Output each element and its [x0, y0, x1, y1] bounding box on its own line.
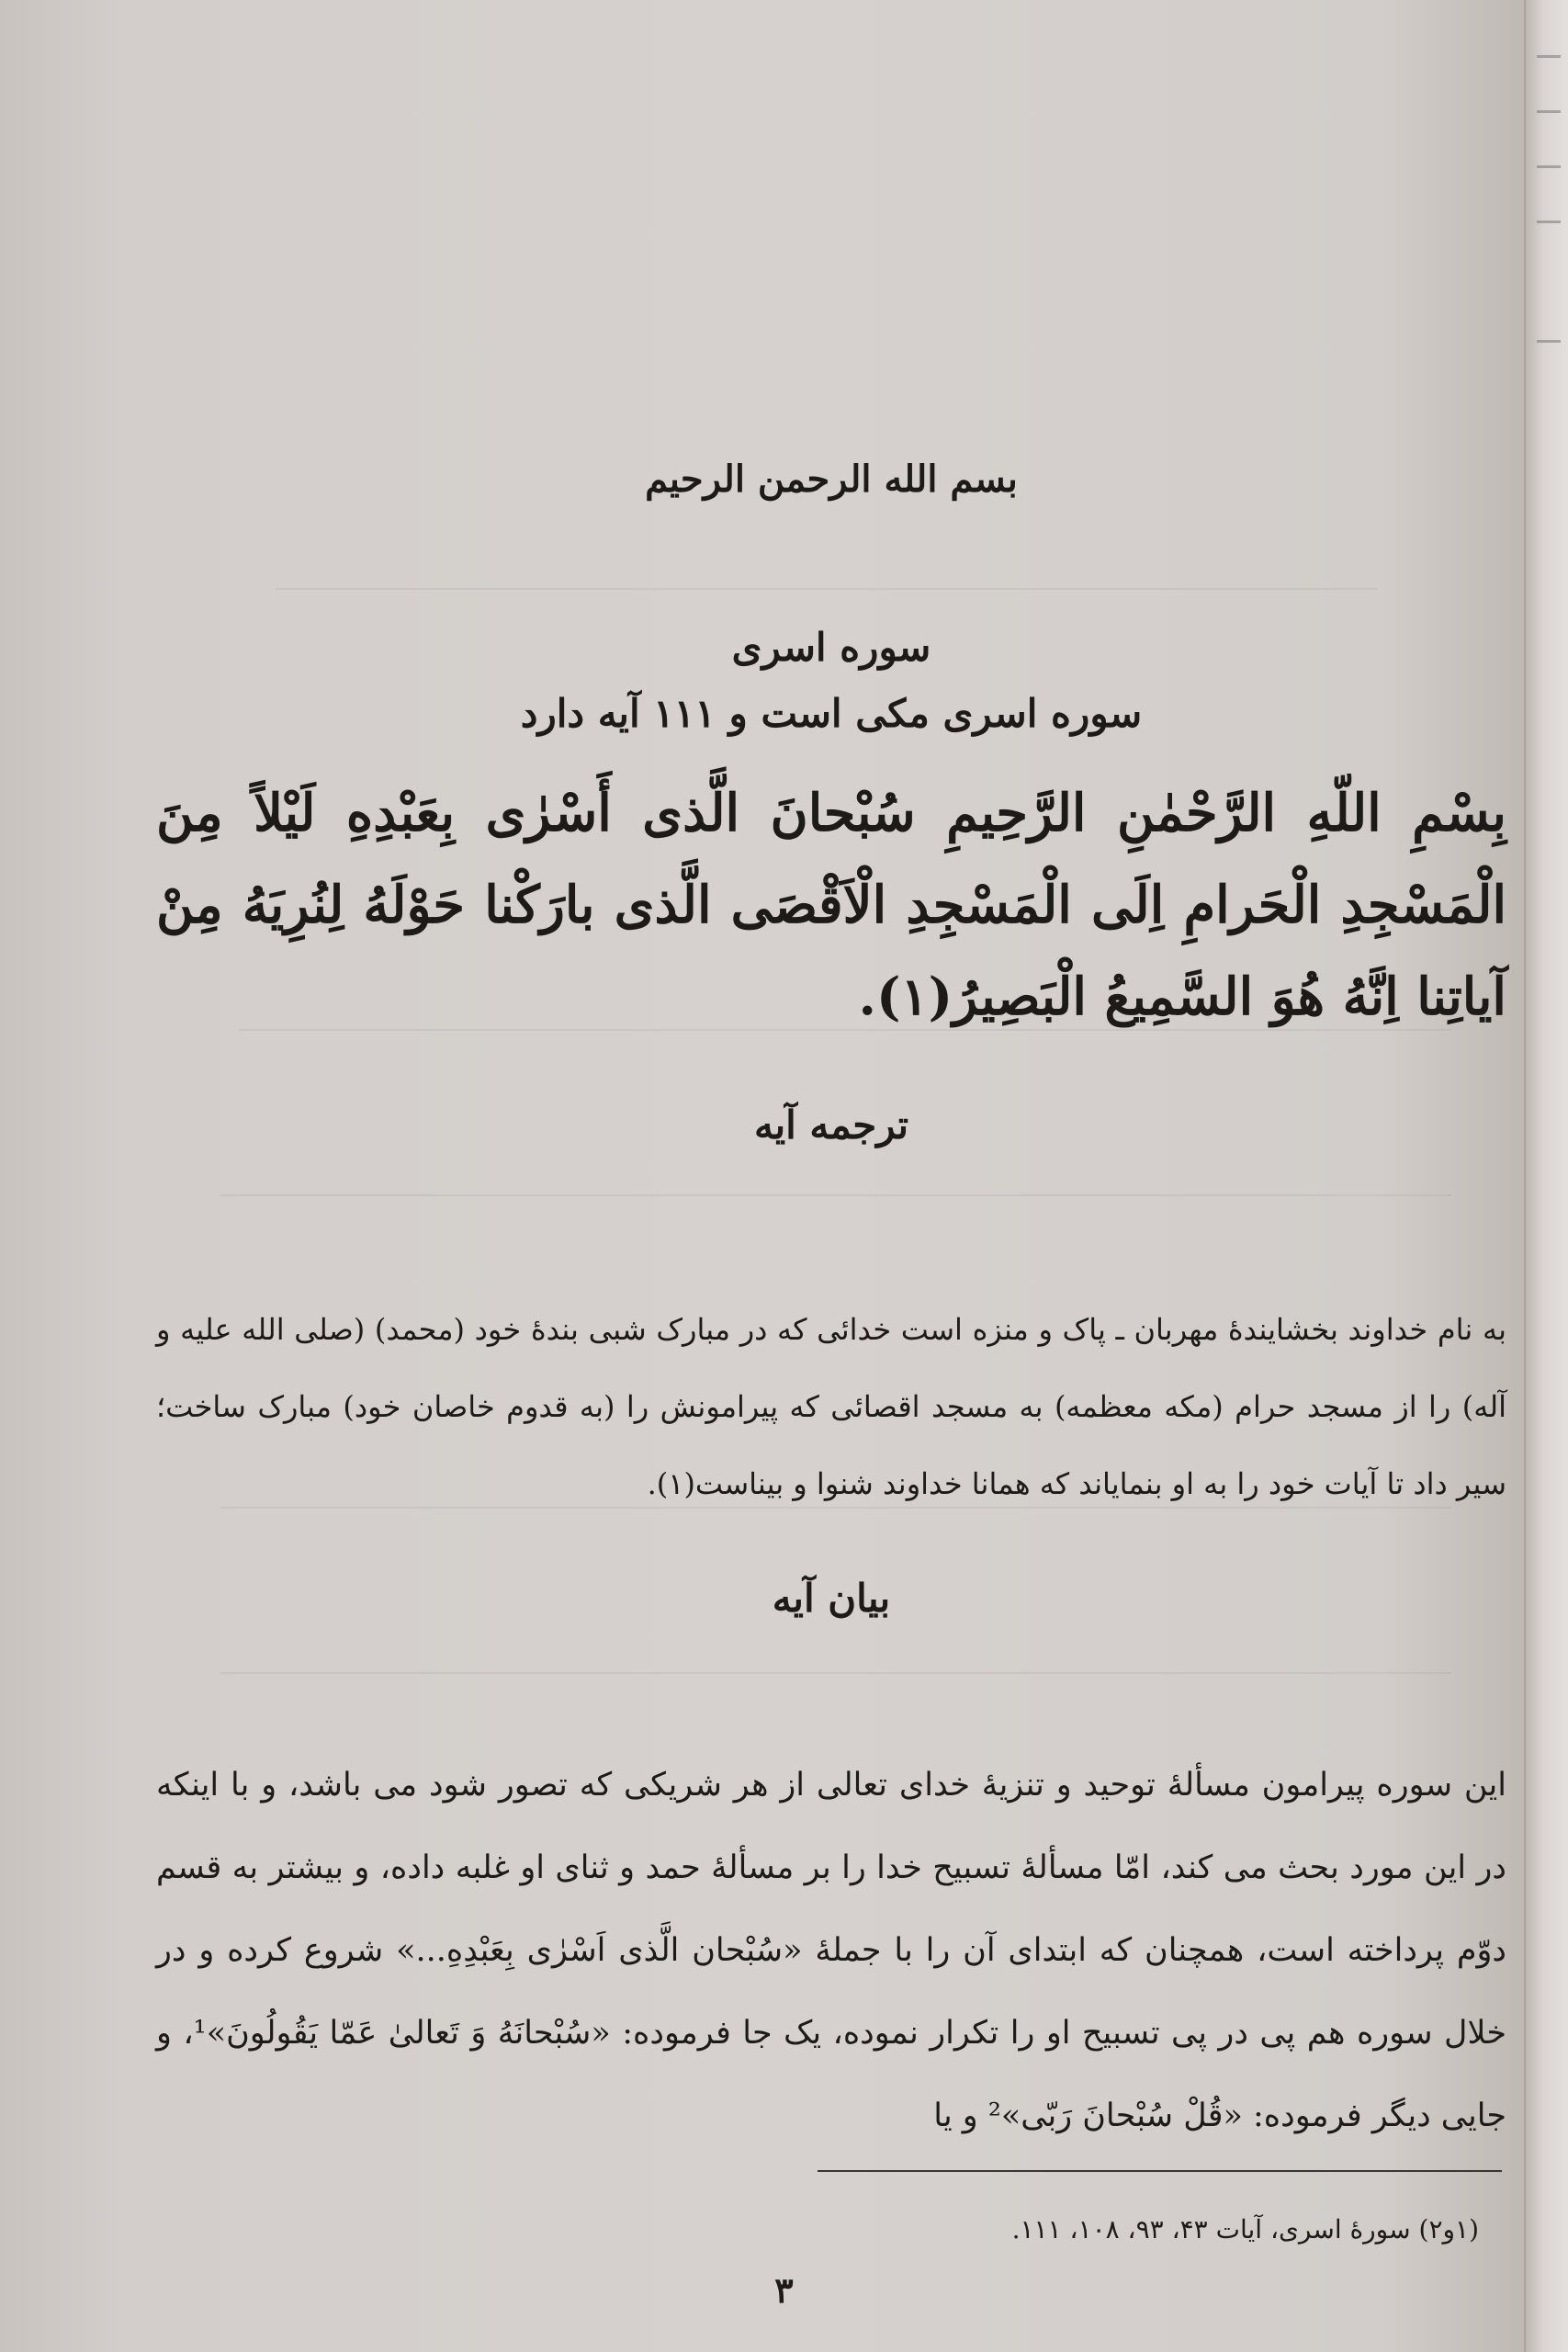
bleed-through-line [276, 588, 1378, 590]
facing-page-mark [1537, 55, 1561, 58]
facing-page-mark [1537, 110, 1561, 113]
facing-page-mark [1537, 340, 1561, 343]
footnote: (۱و۲) سورۀ اسری، آیات ۴۳، ۹۳، ۱۰۸، ۱۱۱. [1011, 2214, 1479, 2245]
page-number: ۳ [774, 2269, 794, 2311]
surah-title: سوره اسری [731, 625, 931, 670]
bleed-through-line [220, 1194, 1451, 1196]
arabic-verse: بِسْمِ اللّهِ الرَّحْمٰنِ الرَّحِیمِ سُبْحانَ الَّذی أَسْرٰی بِعَبْدِهِ لَیْلاً مِنَ الْمَسْجِدِ الْحَرامِ اِلَی الْمَسْجِدِ الْاَقْصَی الَّذی بارَکْنا حَوْلَهُ لِنُرِیَهُ مِنْ آیاتِنا اِنَّهُ هُوَ السَّمِیعُ الْبَصِیرُ(۱). [156, 783, 1506, 1027]
facing-page-edge [1524, 0, 1568, 2352]
bismillah-heading: بسم الله الرحمن الرحیم [645, 458, 1018, 501]
facing-page-mark [1537, 165, 1561, 168]
commentary-paragraph: این سوره پیرامون مسألۀ توحید و تنزیۀ خدای تعالی از هر شریکی که تصور شود می باشد، و با اینکه در این مورد بحث می کند، امّا مسألۀ تسبیح خدا را بر مسألۀ حمد و ثنای او غلبه داده، و بیشتر به قسم دوّم پرداخته است، همچنان که ابتدای آن را با جملۀ «سُبْحان الَّذی اَسْرٰی بِعَبْدِهِ...» شروع کرده و در خلال سوره هم پی در پی تسبیح او را تکرار نموده، یک جا فرموده: «سُبْحانَهُ وَ تَعالیٰ عَمّا یَقُولُونَ»¹، و جایی دیگر فرموده: «قُلْ سُبْحانَ رَبّی»² و یا [156, 1767, 1506, 2134]
surah-info: سوره اسری مکی است و ۱۱۱ آیه دارد [520, 691, 1143, 736]
commentary-heading: بیان آیه [772, 1576, 891, 1621]
translation-heading: ترجمه آیه [753, 1102, 909, 1148]
translation-paragraph: به نام خداوند بخشایندۀ مهربان ـ پاک و منزه است خدائی که در مبارک شبی بندۀ خود (محمد) (صلی الله علیه و آله) را از مسجد حرام (مکه معظمه) به مسجد اقصائی که پیرامونش را (به قدوم خاصان خود) مبارک ساخت؛ سیر داد تا آیات خود را به او بنمایاند که همانا خداوند شنوا و بیناست(۱). [156, 1312, 1507, 1501]
facing-page-mark [1537, 220, 1561, 223]
footnote-divider [818, 2170, 1502, 2172]
bleed-through-line [220, 1672, 1451, 1674]
